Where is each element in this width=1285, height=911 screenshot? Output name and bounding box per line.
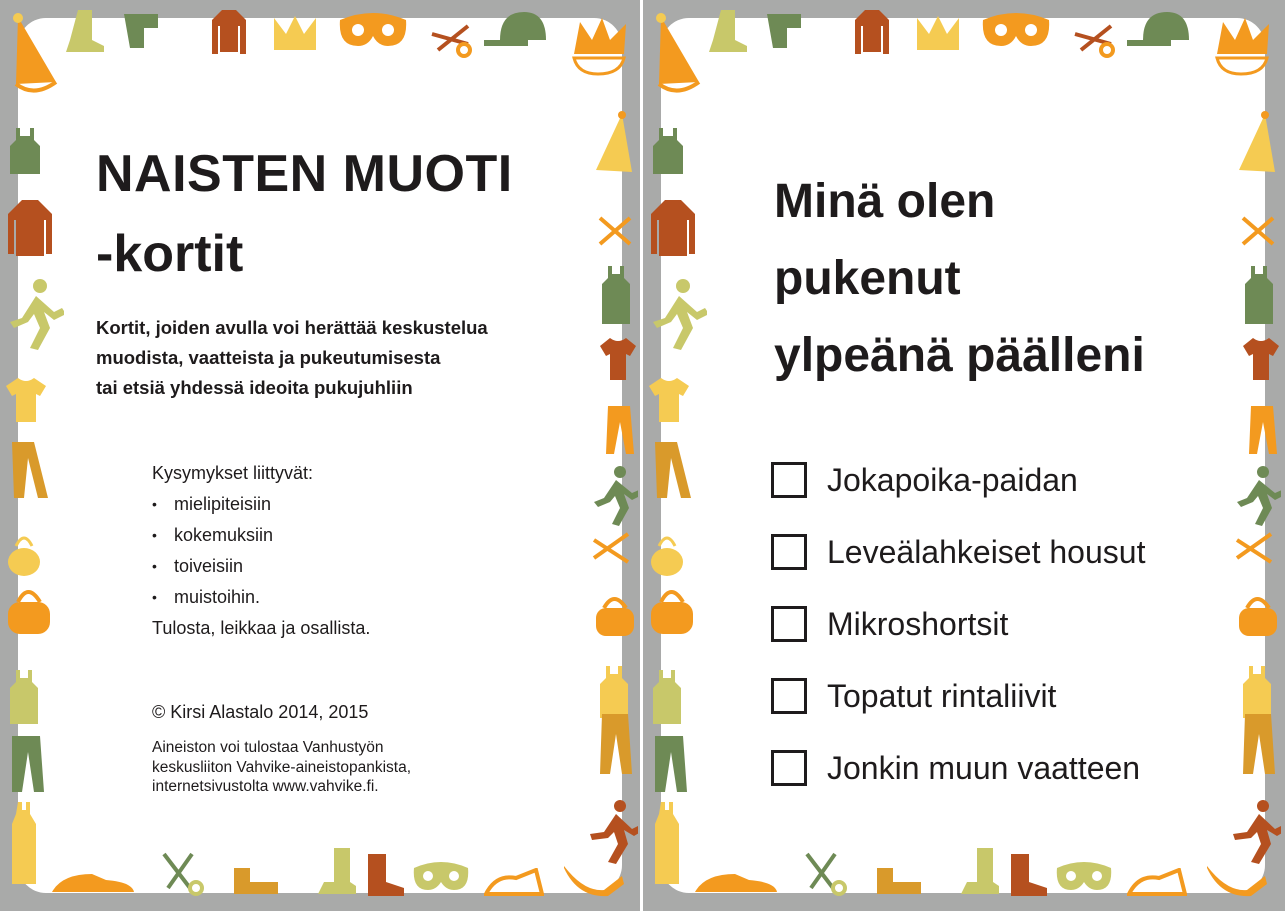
heading-line: ylpeänä päälleni <box>774 329 1145 382</box>
tank-top-icon <box>1245 264 1275 326</box>
scissors-icon <box>799 850 847 896</box>
boot-icon <box>707 8 749 54</box>
running-figure-icon <box>651 278 707 352</box>
scissors-icon <box>1233 528 1277 568</box>
jacket-icon <box>6 198 54 260</box>
intro-line: Kortit, joiden avulla voi herättää keskustelua <box>96 317 488 338</box>
source-line: keskusliiton Vahvike-aineistopankista, <box>152 758 412 776</box>
answer-checklist <box>771 444 1145 804</box>
scissors-icon <box>596 210 636 250</box>
t-shirt-icon <box>649 376 689 424</box>
heading-line: pukenut <box>774 252 961 305</box>
copyright-text: © Kirsi Alastalo 2014, 2015 <box>152 702 369 722</box>
party-hat-icon <box>592 110 634 190</box>
running-figure-icon <box>1233 466 1281 528</box>
trousers-icon <box>651 440 693 500</box>
tank-top-icon <box>653 800 681 890</box>
list-item: • mielipiteisiin <box>152 489 370 520</box>
intro-line: tai etsiä yhdessä ideoita pukujuhliin <box>96 377 413 398</box>
handbag-icon <box>1237 590 1279 638</box>
source-line: Aineiston voi tulostaa Vanhustyön <box>152 739 384 756</box>
jacket-icon <box>853 8 891 56</box>
sandal-icon <box>484 868 544 898</box>
intro-text <box>96 313 556 403</box>
instruction-text: Tulosta, leikkaa ja osallista. <box>152 618 371 638</box>
checkbox[interactable] <box>771 678 807 714</box>
running-figure-icon <box>8 278 64 352</box>
tank-top-icon <box>651 668 683 726</box>
shoe-icon <box>50 870 136 896</box>
trousers-icon <box>1241 712 1277 776</box>
mask-icon <box>412 860 470 896</box>
checkbox[interactable] <box>771 750 807 786</box>
boot-icon <box>959 846 1001 896</box>
boot-icon <box>64 8 106 54</box>
trousers-icon <box>6 734 46 794</box>
checkbox-label: Mikroshortsit <box>827 605 1009 642</box>
boot-icon <box>364 852 412 898</box>
scissors-icon <box>428 16 474 62</box>
checkbox-label: Jokapoika-paidan <box>827 461 1078 498</box>
questions-heading: Kysymykset liittyvät: <box>152 463 314 483</box>
boot-icon <box>316 846 358 896</box>
scissors-icon <box>1071 16 1117 62</box>
ankle-boot-icon <box>120 10 164 52</box>
sandal-icon <box>1127 868 1187 898</box>
jacket-icon <box>649 198 697 260</box>
jacket-icon <box>210 8 248 56</box>
handbag-icon <box>6 582 52 638</box>
checklist-item[interactable] <box>771 444 1145 516</box>
list-item: • muistoihin. <box>152 582 370 613</box>
handbag-icon <box>649 582 695 638</box>
crown-icon <box>1213 14 1275 78</box>
heading-line: Minä olen <box>774 175 996 228</box>
handbag-icon <box>649 532 685 578</box>
cap-icon <box>482 10 550 50</box>
t-shirt-icon <box>600 336 636 382</box>
checkbox-label: Jonkin muun vaatteen <box>827 749 1141 786</box>
party-hat-icon <box>1235 110 1277 190</box>
ankle-boot-icon <box>763 10 807 52</box>
question-card <box>643 0 1285 911</box>
running-figure-icon <box>586 800 638 864</box>
checkbox-label: Leveälahkeiset housut <box>827 533 1146 570</box>
checkbox[interactable] <box>771 462 807 498</box>
tank-top-icon <box>602 264 632 326</box>
running-figure-icon <box>1229 800 1281 864</box>
checklist-item[interactable] <box>771 660 1145 732</box>
source-line: internetsivustolta www.vahvike.fi. <box>152 778 379 795</box>
handbag-icon <box>594 590 636 638</box>
crown-icon <box>570 14 632 78</box>
boot-icon <box>1007 852 1055 898</box>
tank-top-icon <box>8 668 40 726</box>
checklist-item[interactable] <box>771 732 1145 804</box>
mask-icon <box>981 10 1051 50</box>
crown-icon <box>272 14 318 54</box>
card-title: NAISTEN MUOTI <box>96 145 513 203</box>
crown-icon <box>915 14 961 54</box>
scissors-icon <box>156 850 204 896</box>
checkbox[interactable] <box>771 534 807 570</box>
card-title-subtitle: -kortit <box>96 225 244 283</box>
party-hat-icon <box>8 12 60 98</box>
tank-top-icon <box>651 126 685 176</box>
shoe-icon <box>693 870 779 896</box>
ankle-boot-icon <box>230 864 282 896</box>
high-heel-icon <box>1203 862 1269 898</box>
cap-icon <box>1125 10 1193 50</box>
question-heading <box>774 163 1145 394</box>
trousers-icon <box>604 404 636 456</box>
t-shirt-icon <box>6 376 46 424</box>
questions-section <box>152 458 370 644</box>
running-figure-icon <box>590 466 638 528</box>
tank-top-icon <box>8 126 42 176</box>
scissors-icon <box>590 528 634 568</box>
list-item: • kokemuksiin <box>152 520 370 551</box>
intro-line: muodista, vaatteista ja pukeutumisesta <box>96 347 441 368</box>
trousers-icon <box>8 440 50 500</box>
mask-icon <box>338 10 408 50</box>
checkbox-label: Topatut rintaliivit <box>827 677 1057 714</box>
scissors-icon <box>1239 210 1279 250</box>
mask-icon <box>1055 860 1113 896</box>
trousers-icon <box>649 734 689 794</box>
tank-top-icon <box>10 800 38 890</box>
source-text <box>152 738 411 797</box>
list-item: • toiveisiin <box>152 551 370 582</box>
handbag-icon <box>6 532 42 578</box>
checkbox[interactable] <box>771 606 807 642</box>
party-hat-icon <box>651 12 703 98</box>
high-heel-icon <box>560 862 626 898</box>
ankle-boot-icon <box>873 864 925 896</box>
trousers-icon <box>598 712 634 776</box>
trousers-icon <box>1247 404 1279 456</box>
info-card <box>0 0 642 911</box>
checklist-item[interactable] <box>771 516 1145 588</box>
checklist-item[interactable] <box>771 588 1145 660</box>
t-shirt-icon <box>1243 336 1279 382</box>
